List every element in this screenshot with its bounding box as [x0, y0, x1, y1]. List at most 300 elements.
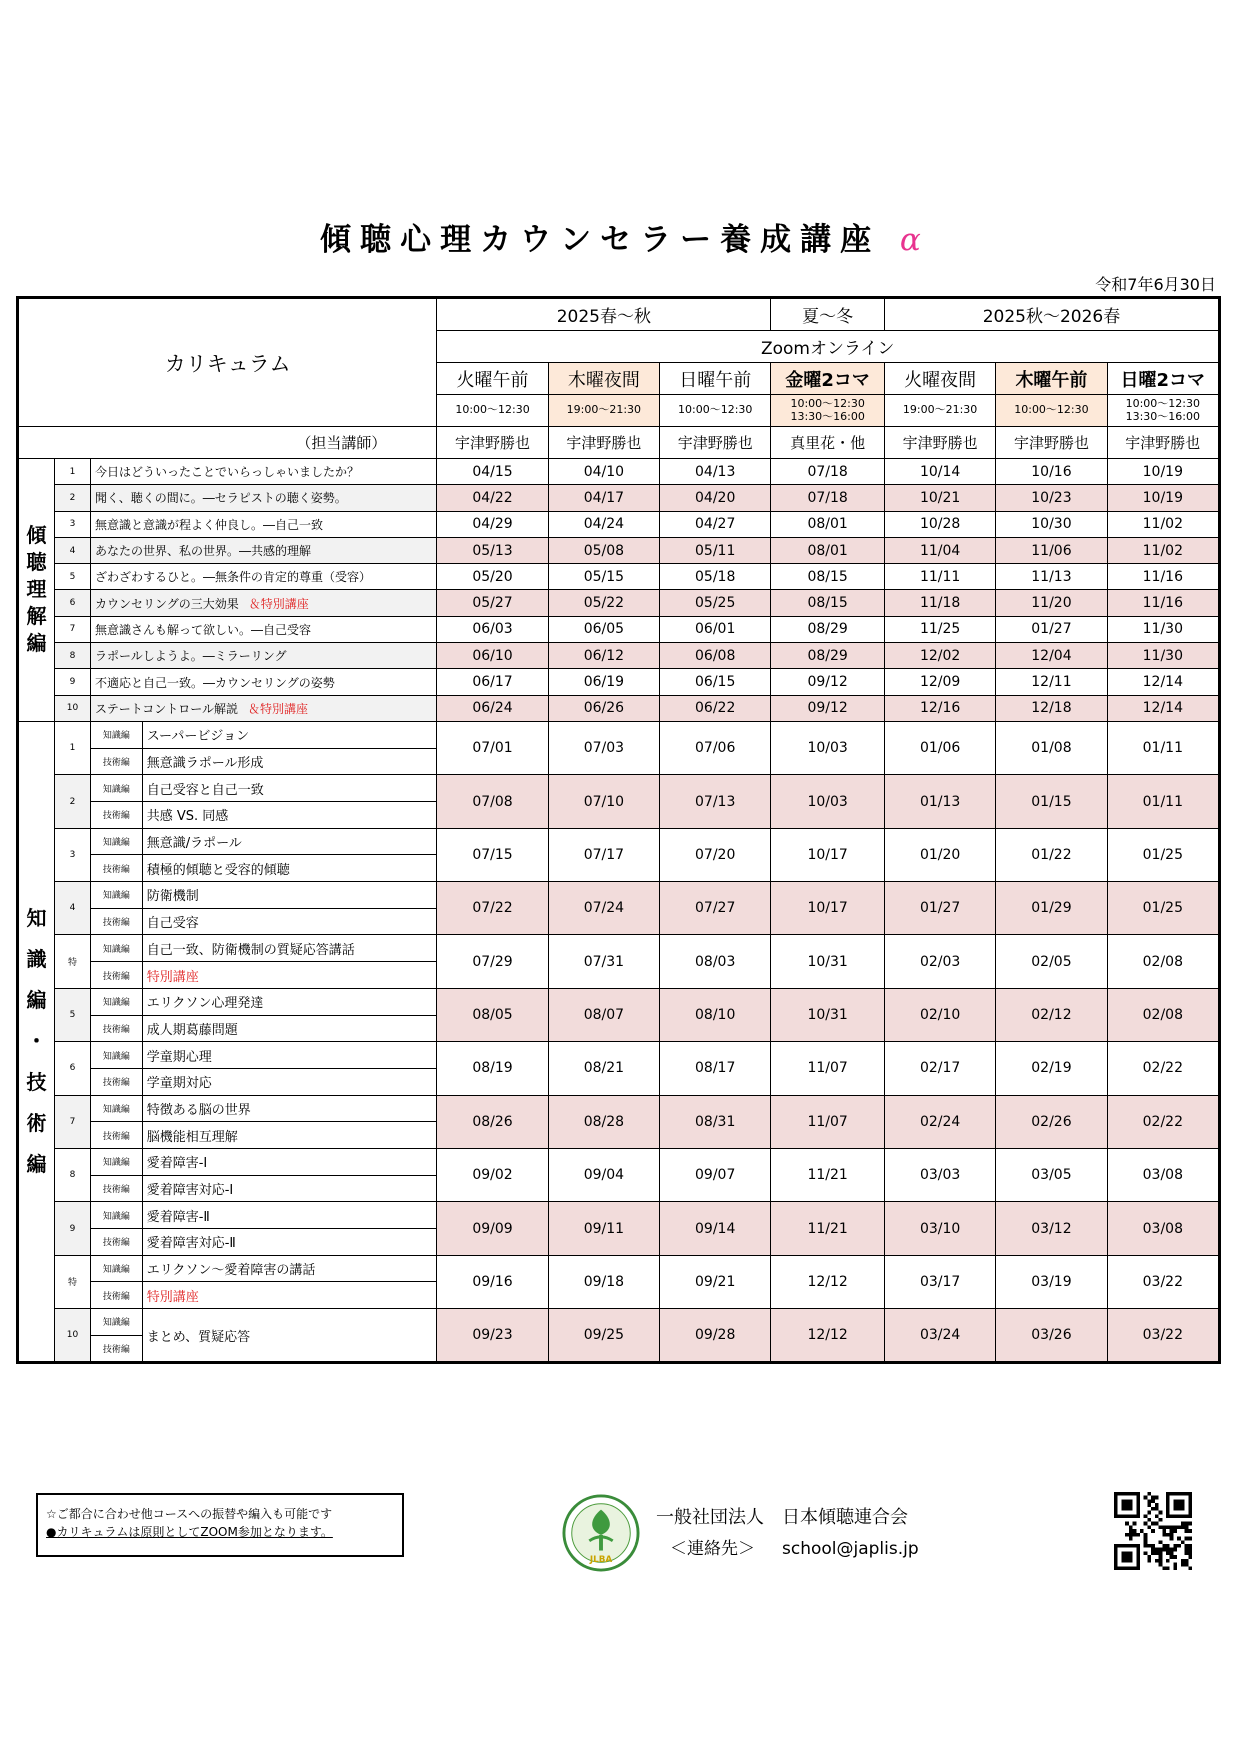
lesson-number: 6	[54, 1042, 90, 1095]
section1-row	[19, 459, 1219, 485]
lesson-date: 06/03	[437, 616, 548, 642]
lesson-topic	[90, 616, 436, 642]
lesson-number: 9	[54, 1202, 90, 1255]
tag-skill: 技術編	[90, 962, 142, 989]
lesson-topic	[90, 669, 436, 695]
lesson-date: 06/15	[660, 669, 771, 695]
lesson-date: 11/02	[1107, 511, 1218, 537]
topic-text: カウンセリングの三大効果	[94, 596, 239, 611]
lesson-number: 2	[54, 775, 90, 828]
tag-skill: 技術編	[90, 1282, 142, 1309]
lesson-date: 08/15	[771, 564, 885, 590]
contact-line	[670, 1534, 919, 1559]
lesson-date: 10/14	[884, 459, 995, 485]
skill-topic: 学童期対応	[142, 1068, 437, 1095]
section1-row	[19, 616, 1219, 642]
day-header: 木曜午前	[996, 363, 1107, 395]
lesson-date: 11/07	[771, 1095, 885, 1148]
lesson-date: 01/08	[996, 721, 1107, 774]
lesson-topic	[90, 564, 436, 590]
time-line-1: 19:00〜21:30	[566, 403, 642, 417]
lesson-number: 7	[54, 1095, 90, 1148]
lesson-date: 06/17	[437, 669, 548, 695]
time-header	[548, 395, 659, 427]
lesson-date: 11/25	[884, 616, 995, 642]
time-header	[1107, 395, 1218, 427]
time-header	[771, 395, 885, 427]
knowledge-topic: 特徴ある脳の世界	[142, 1095, 437, 1122]
lesson-date: 07/31	[548, 935, 659, 988]
teacher-name: 真里花・他	[771, 427, 885, 459]
section2-row-knowledge	[19, 1042, 1219, 1069]
lesson-number: 特	[54, 1255, 90, 1308]
lesson-date: 03/22	[1107, 1255, 1218, 1308]
lesson-date: 02/24	[884, 1095, 995, 1148]
lesson-date: 02/03	[884, 935, 995, 988]
lesson-date: 12/18	[996, 695, 1107, 721]
lesson-number: 5	[54, 564, 90, 590]
lesson-date: 06/22	[660, 695, 771, 721]
lesson-date: 08/05	[437, 988, 548, 1041]
lesson-date: 08/28	[548, 1095, 659, 1148]
lesson-date: 04/10	[548, 459, 659, 485]
lesson-date: 09/25	[548, 1309, 659, 1362]
lesson-date: 08/19	[437, 1042, 548, 1095]
lesson-date: 11/20	[996, 590, 1107, 616]
lesson-date: 04/17	[548, 485, 659, 511]
term-summer-winter: 夏〜冬	[771, 299, 885, 331]
lesson-date: 07/01	[437, 721, 548, 774]
lesson-date: 11/18	[884, 590, 995, 616]
section2-row-knowledge	[19, 1095, 1219, 1122]
lesson-date: 08/01	[771, 537, 885, 563]
tag-knowledge: 知識編	[90, 721, 142, 748]
online-label: Zoomオンライン	[437, 331, 1219, 363]
lesson-date: 03/24	[884, 1309, 995, 1362]
lesson-date: 08/31	[660, 1095, 771, 1148]
tag-skill: 技術編	[90, 1015, 142, 1042]
lesson-date: 11/16	[1107, 590, 1218, 616]
time-header	[437, 395, 548, 427]
lesson-date: 08/15	[771, 590, 885, 616]
section1-row	[19, 485, 1219, 511]
lesson-number: 特	[54, 935, 90, 988]
lesson-date: 07/15	[437, 828, 548, 881]
lesson-date: 10/03	[771, 721, 885, 774]
tag-knowledge: 知識編	[90, 935, 142, 962]
tag-skill: 技術編	[90, 1229, 142, 1256]
lesson-date: 08/26	[437, 1095, 548, 1148]
lesson-date: 09/14	[660, 1202, 771, 1255]
term-2025-spring: 2025春〜秋	[437, 299, 771, 331]
skill-topic: 愛着障害対応-Ⅱ	[142, 1229, 437, 1256]
teacher-name: 宇津野勝也	[437, 427, 548, 459]
lesson-date: 01/27	[996, 616, 1107, 642]
special-lecture-label: ＆特別講座	[248, 701, 309, 716]
time-line-2: 13:30〜16:00	[790, 409, 865, 423]
skill-topic: 愛着障害対応-Ⅰ	[142, 1175, 437, 1202]
lesson-date: 11/21	[771, 1202, 885, 1255]
lesson-topic	[90, 485, 436, 511]
section1-row	[19, 564, 1219, 590]
lesson-date: 04/20	[660, 485, 771, 511]
tag-knowledge: 知識編	[90, 988, 142, 1015]
lesson-date: 09/11	[548, 1202, 659, 1255]
knowledge-topic: 自己受容と自己一致	[142, 775, 437, 802]
lesson-date: 02/19	[996, 1042, 1107, 1095]
topic-text: ラポールしようよ。―ミラーリング	[94, 649, 287, 664]
lesson-date: 08/21	[548, 1042, 659, 1095]
lesson-date: 12/11	[996, 669, 1107, 695]
lesson-date: 07/18	[771, 459, 885, 485]
time-line-2: 13:30〜16:00	[1125, 409, 1200, 423]
time-line-1: 19:00〜21:30	[902, 403, 978, 417]
term-2025-autumn: 2025秋〜2026春	[884, 299, 1218, 331]
lesson-date: 09/12	[771, 669, 885, 695]
topic-text: 聞く、聴くの間に。―セラピストの聴く姿勢。	[94, 491, 347, 506]
teacher-name: 宇津野勝也	[996, 427, 1107, 459]
lesson-date: 11/30	[1107, 643, 1218, 669]
lesson-date: 08/17	[660, 1042, 771, 1095]
lesson-date: 02/08	[1107, 935, 1218, 988]
lesson-date: 10/03	[771, 775, 885, 828]
section2-row-knowledge	[19, 988, 1219, 1015]
lesson-number: 1	[54, 459, 90, 485]
lesson-date: 07/27	[660, 882, 771, 935]
lesson-number: 6	[54, 590, 90, 616]
curriculum-body	[19, 299, 1219, 1362]
lesson-date: 03/19	[996, 1255, 1107, 1308]
skill-topic: 無意識ラポール形成	[142, 748, 437, 775]
lesson-date: 01/25	[1107, 828, 1218, 881]
knowledge-topic: エリクソン〜愛着障害の講話	[142, 1255, 437, 1282]
lesson-date: 09/16	[437, 1255, 548, 1308]
knowledge-topic: 無意識/ラポール	[142, 828, 437, 855]
lesson-date: 10/19	[1107, 485, 1218, 511]
lesson-number: 4	[54, 882, 90, 935]
lesson-date: 03/08	[1107, 1148, 1218, 1201]
tag-knowledge: 知識編	[90, 775, 142, 802]
day-header: 火曜夜間	[884, 363, 995, 395]
section2-label: 知 識 編 ・ 技 術 編	[19, 721, 55, 1362]
lesson-date: 01/25	[1107, 882, 1218, 935]
lesson-date: 08/29	[771, 616, 885, 642]
lesson-date: 11/11	[884, 564, 995, 590]
lesson-date: 09/12	[771, 695, 885, 721]
lesson-date: 11/07	[771, 1042, 885, 1095]
note-line-1: ☆ご都合に合わせ他コースへの振替や編入も可能です	[46, 1507, 333, 1521]
knowledge-topic: 愛着障害-Ⅰ	[142, 1148, 437, 1175]
lesson-date: 07/03	[548, 721, 659, 774]
knowledge-topic: 自己一致、防衛機制の質疑応答講話	[142, 935, 437, 962]
skill-topic: 積極的傾聴と受容的傾聴	[142, 855, 437, 882]
lesson-date: 09/02	[437, 1148, 548, 1201]
section2-row-knowledge	[19, 1202, 1219, 1229]
lesson-date: 05/22	[548, 590, 659, 616]
lesson-date: 04/24	[548, 511, 659, 537]
lesson-date: 07/06	[660, 721, 771, 774]
lesson-date: 10/17	[771, 828, 885, 881]
time-header	[996, 395, 1107, 427]
teacher-name: 宇津野勝也	[660, 427, 771, 459]
lesson-date: 10/31	[771, 988, 885, 1041]
lesson-date: 03/22	[1107, 1309, 1218, 1362]
section2-row-knowledge	[19, 1148, 1219, 1175]
tag-skill: 技術編	[90, 855, 142, 882]
lesson-date: 02/08	[1107, 988, 1218, 1041]
lesson-date: 10/23	[996, 485, 1107, 511]
lesson-date: 12/02	[884, 643, 995, 669]
lesson-date: 05/08	[548, 537, 659, 563]
lesson-date: 01/20	[884, 828, 995, 881]
section2-row-knowledge	[19, 828, 1219, 855]
lesson-topic	[90, 537, 436, 563]
lesson-number: 10	[54, 695, 90, 721]
lesson-date: 01/22	[996, 828, 1107, 881]
lesson-number: 9	[54, 669, 90, 695]
knowledge-topic: まとめ、質疑応答	[142, 1309, 437, 1362]
skill-topic: 特別講座	[142, 1282, 437, 1309]
lesson-date: 05/15	[548, 564, 659, 590]
contact-label: ＜連絡先＞	[670, 1539, 755, 1559]
tag-knowledge: 知識編	[90, 1042, 142, 1069]
lesson-date: 11/13	[996, 564, 1107, 590]
day-header: 火曜午前	[437, 363, 548, 395]
knowledge-topic: 学童期心理	[142, 1042, 437, 1069]
knowledge-topic: スーパービジョン	[142, 721, 437, 748]
contact-email[interactable]: school@japlis.jp	[782, 1539, 919, 1559]
teacher-name: 宇津野勝也	[548, 427, 659, 459]
lesson-date: 04/15	[437, 459, 548, 485]
lesson-date: 07/22	[437, 882, 548, 935]
lesson-date: 08/01	[771, 511, 885, 537]
skill-topic: 共感 VS. 同感	[142, 802, 437, 829]
topic-text: 無意識と意識が程よく仲良し。―自己一致	[94, 517, 323, 532]
time-line-1: 10:00〜12:30	[790, 396, 865, 410]
lesson-date: 01/27	[884, 882, 995, 935]
lesson-number: 5	[54, 988, 90, 1041]
lesson-number: 8	[54, 1148, 90, 1201]
lesson-number: 3	[54, 828, 90, 881]
lesson-date: 03/03	[884, 1148, 995, 1201]
title-alpha: α	[899, 222, 921, 258]
section1-row	[19, 511, 1219, 537]
lesson-date: 03/05	[996, 1148, 1107, 1201]
lesson-date: 10/19	[1107, 459, 1218, 485]
lesson-date: 10/28	[884, 511, 995, 537]
section2-row-knowledge	[19, 1309, 1219, 1336]
lesson-date: 07/18	[771, 485, 885, 511]
tag-knowledge: 知識編	[90, 882, 142, 909]
lesson-date: 05/11	[660, 537, 771, 563]
section2-row-knowledge	[19, 1255, 1219, 1282]
page-title	[0, 214, 1241, 259]
lesson-date: 10/17	[771, 882, 885, 935]
lesson-date: 07/24	[548, 882, 659, 935]
lesson-date: 12/12	[771, 1309, 885, 1362]
logo-text: JLBA	[589, 1555, 613, 1566]
knowledge-topic: 防衛機制	[142, 882, 437, 909]
lesson-date: 09/18	[548, 1255, 659, 1308]
lesson-date: 08/07	[548, 988, 659, 1041]
lesson-date: 04/22	[437, 485, 548, 511]
teacher-name: 宇津野勝也	[1107, 427, 1218, 459]
day-header: 金曜2コマ	[771, 363, 885, 395]
lesson-date: 11/21	[771, 1148, 885, 1201]
lesson-date: 06/26	[548, 695, 659, 721]
lesson-date: 10/16	[996, 459, 1107, 485]
lesson-date: 11/04	[884, 537, 995, 563]
lesson-number: 8	[54, 643, 90, 669]
lesson-date: 11/30	[1107, 616, 1218, 642]
time-line-1: 10:00〜12:30	[678, 403, 753, 417]
section2-row-knowledge	[19, 882, 1219, 909]
lesson-date: 02/12	[996, 988, 1107, 1041]
skill-topic: 特別講座	[142, 962, 437, 989]
tag-knowledge: 知識編	[90, 1148, 142, 1175]
lesson-date: 07/29	[437, 935, 548, 988]
lesson-date: 04/27	[660, 511, 771, 537]
section2-row-knowledge	[19, 775, 1219, 802]
topic-text: ざわざわするひと。―無条件の肯定的尊重（受容）	[94, 570, 371, 585]
day-header: 日曜午前	[660, 363, 771, 395]
lesson-date: 10/21	[884, 485, 995, 511]
lesson-date: 05/20	[437, 564, 548, 590]
teacher-label: （担当講師）	[19, 427, 437, 459]
lesson-date: 11/06	[996, 537, 1107, 563]
special-lecture-label: ＆特別講座	[248, 596, 309, 611]
organization-name: 一般社団法人 日本傾聴連合会	[656, 1507, 908, 1528]
lesson-date: 06/10	[437, 643, 548, 669]
teacher-row	[19, 427, 1219, 459]
lesson-topic	[90, 695, 436, 721]
lesson-date: 01/11	[1107, 775, 1218, 828]
lesson-date: 08/03	[660, 935, 771, 988]
lesson-date: 07/20	[660, 828, 771, 881]
tag-skill: 技術編	[90, 1068, 142, 1095]
tag-skill: 技術編	[90, 802, 142, 829]
lesson-topic	[90, 590, 436, 616]
lesson-date: 02/26	[996, 1095, 1107, 1148]
lesson-topic	[90, 643, 436, 669]
lesson-date: 06/08	[660, 643, 771, 669]
day-header: 木曜夜間	[548, 363, 659, 395]
lesson-date: 11/02	[1107, 537, 1218, 563]
section1-row	[19, 537, 1219, 563]
lesson-date: 12/09	[884, 669, 995, 695]
lesson-date: 04/13	[660, 459, 771, 485]
notes-box	[36, 1493, 404, 1557]
lesson-date: 06/12	[548, 643, 659, 669]
lesson-number: 7	[54, 616, 90, 642]
lesson-date: 01/11	[1107, 721, 1218, 774]
time-header	[660, 395, 771, 427]
lesson-date: 10/31	[771, 935, 885, 988]
lesson-date: 02/22	[1107, 1095, 1218, 1148]
lesson-date: 09/07	[660, 1148, 771, 1201]
teacher-name: 宇津野勝也	[884, 427, 995, 459]
lesson-date: 02/22	[1107, 1042, 1218, 1095]
day-header: 日曜2コマ	[1107, 363, 1218, 395]
tag-skill: 技術編	[90, 1175, 142, 1202]
issue-date: 令和7年6月30日	[1095, 275, 1216, 294]
topic-text: 不適応と自己一致。―カウンセリングの姿勢	[94, 675, 335, 690]
curriculum-label: カリキュラム	[19, 299, 437, 427]
topic-text: あなたの世界、私の世界。―共感的理解	[94, 544, 311, 559]
skill-topic: 脳機能相互理解	[142, 1122, 437, 1149]
tag-knowledge: 知識編	[90, 1255, 142, 1282]
lesson-date: 01/06	[884, 721, 995, 774]
section1-row	[19, 643, 1219, 669]
lesson-date: 02/05	[996, 935, 1107, 988]
lesson-date: 05/18	[660, 564, 771, 590]
jlba-logo	[562, 1494, 640, 1572]
time-line-1: 10:00〜12:30	[1125, 396, 1200, 410]
lesson-date: 03/17	[884, 1255, 995, 1308]
tag-skill: 技術編	[90, 748, 142, 775]
lesson-number: 1	[54, 721, 90, 774]
lesson-date: 12/04	[996, 643, 1107, 669]
lesson-date: 07/13	[660, 775, 771, 828]
skill-topic: 自己受容	[142, 908, 437, 935]
time-line-1: 10:00〜12:30	[1014, 403, 1089, 417]
lesson-date: 03/12	[996, 1202, 1107, 1255]
lesson-date: 01/13	[884, 775, 995, 828]
lesson-date: 12/14	[1107, 669, 1218, 695]
lesson-date: 09/04	[548, 1148, 659, 1201]
lesson-date: 07/08	[437, 775, 548, 828]
tag-skill: 技術編	[90, 908, 142, 935]
lesson-date: 09/09	[437, 1202, 548, 1255]
lesson-date: 03/08	[1107, 1202, 1218, 1255]
lesson-date: 12/16	[884, 695, 995, 721]
lesson-date: 12/14	[1107, 695, 1218, 721]
lesson-date: 06/24	[437, 695, 548, 721]
topic-text: ステートコントロール解説	[94, 701, 239, 716]
lesson-date: 07/10	[548, 775, 659, 828]
lesson-date: 11/16	[1107, 564, 1218, 590]
time-header	[884, 395, 995, 427]
lesson-date: 01/29	[996, 882, 1107, 935]
tag-knowledge: 知識編	[90, 1309, 142, 1336]
topic-text: 今日はどういったことでいらっしゃいましたか？	[94, 465, 359, 480]
lesson-date: 03/26	[996, 1309, 1107, 1362]
lesson-date: 10/30	[996, 511, 1107, 537]
lesson-date: 05/13	[437, 537, 548, 563]
lesson-date: 05/27	[437, 590, 548, 616]
lesson-date: 08/10	[660, 988, 771, 1041]
lesson-number: 4	[54, 537, 90, 563]
lesson-date: 05/25	[660, 590, 771, 616]
qr-code	[1114, 1492, 1192, 1570]
topic-text: 無意識さんも解って欲しい。―自己受容	[94, 622, 311, 637]
knowledge-topic: エリクソン心理発達	[142, 988, 437, 1015]
lesson-date: 08/29	[771, 643, 885, 669]
lesson-number: 10	[54, 1309, 90, 1362]
lesson-topic	[90, 459, 436, 485]
lesson-date: 09/23	[437, 1309, 548, 1362]
lesson-topic	[90, 511, 436, 537]
lesson-date: 09/21	[660, 1255, 771, 1308]
lesson-date: 02/10	[884, 988, 995, 1041]
section1-label: 傾 聴 理 解 編	[19, 459, 55, 722]
lesson-date: 07/17	[548, 828, 659, 881]
tag-knowledge: 知識編	[90, 828, 142, 855]
lesson-date: 09/28	[660, 1309, 771, 1362]
section1-row	[19, 669, 1219, 695]
section1-row	[19, 590, 1219, 616]
lesson-date: 06/01	[660, 616, 771, 642]
